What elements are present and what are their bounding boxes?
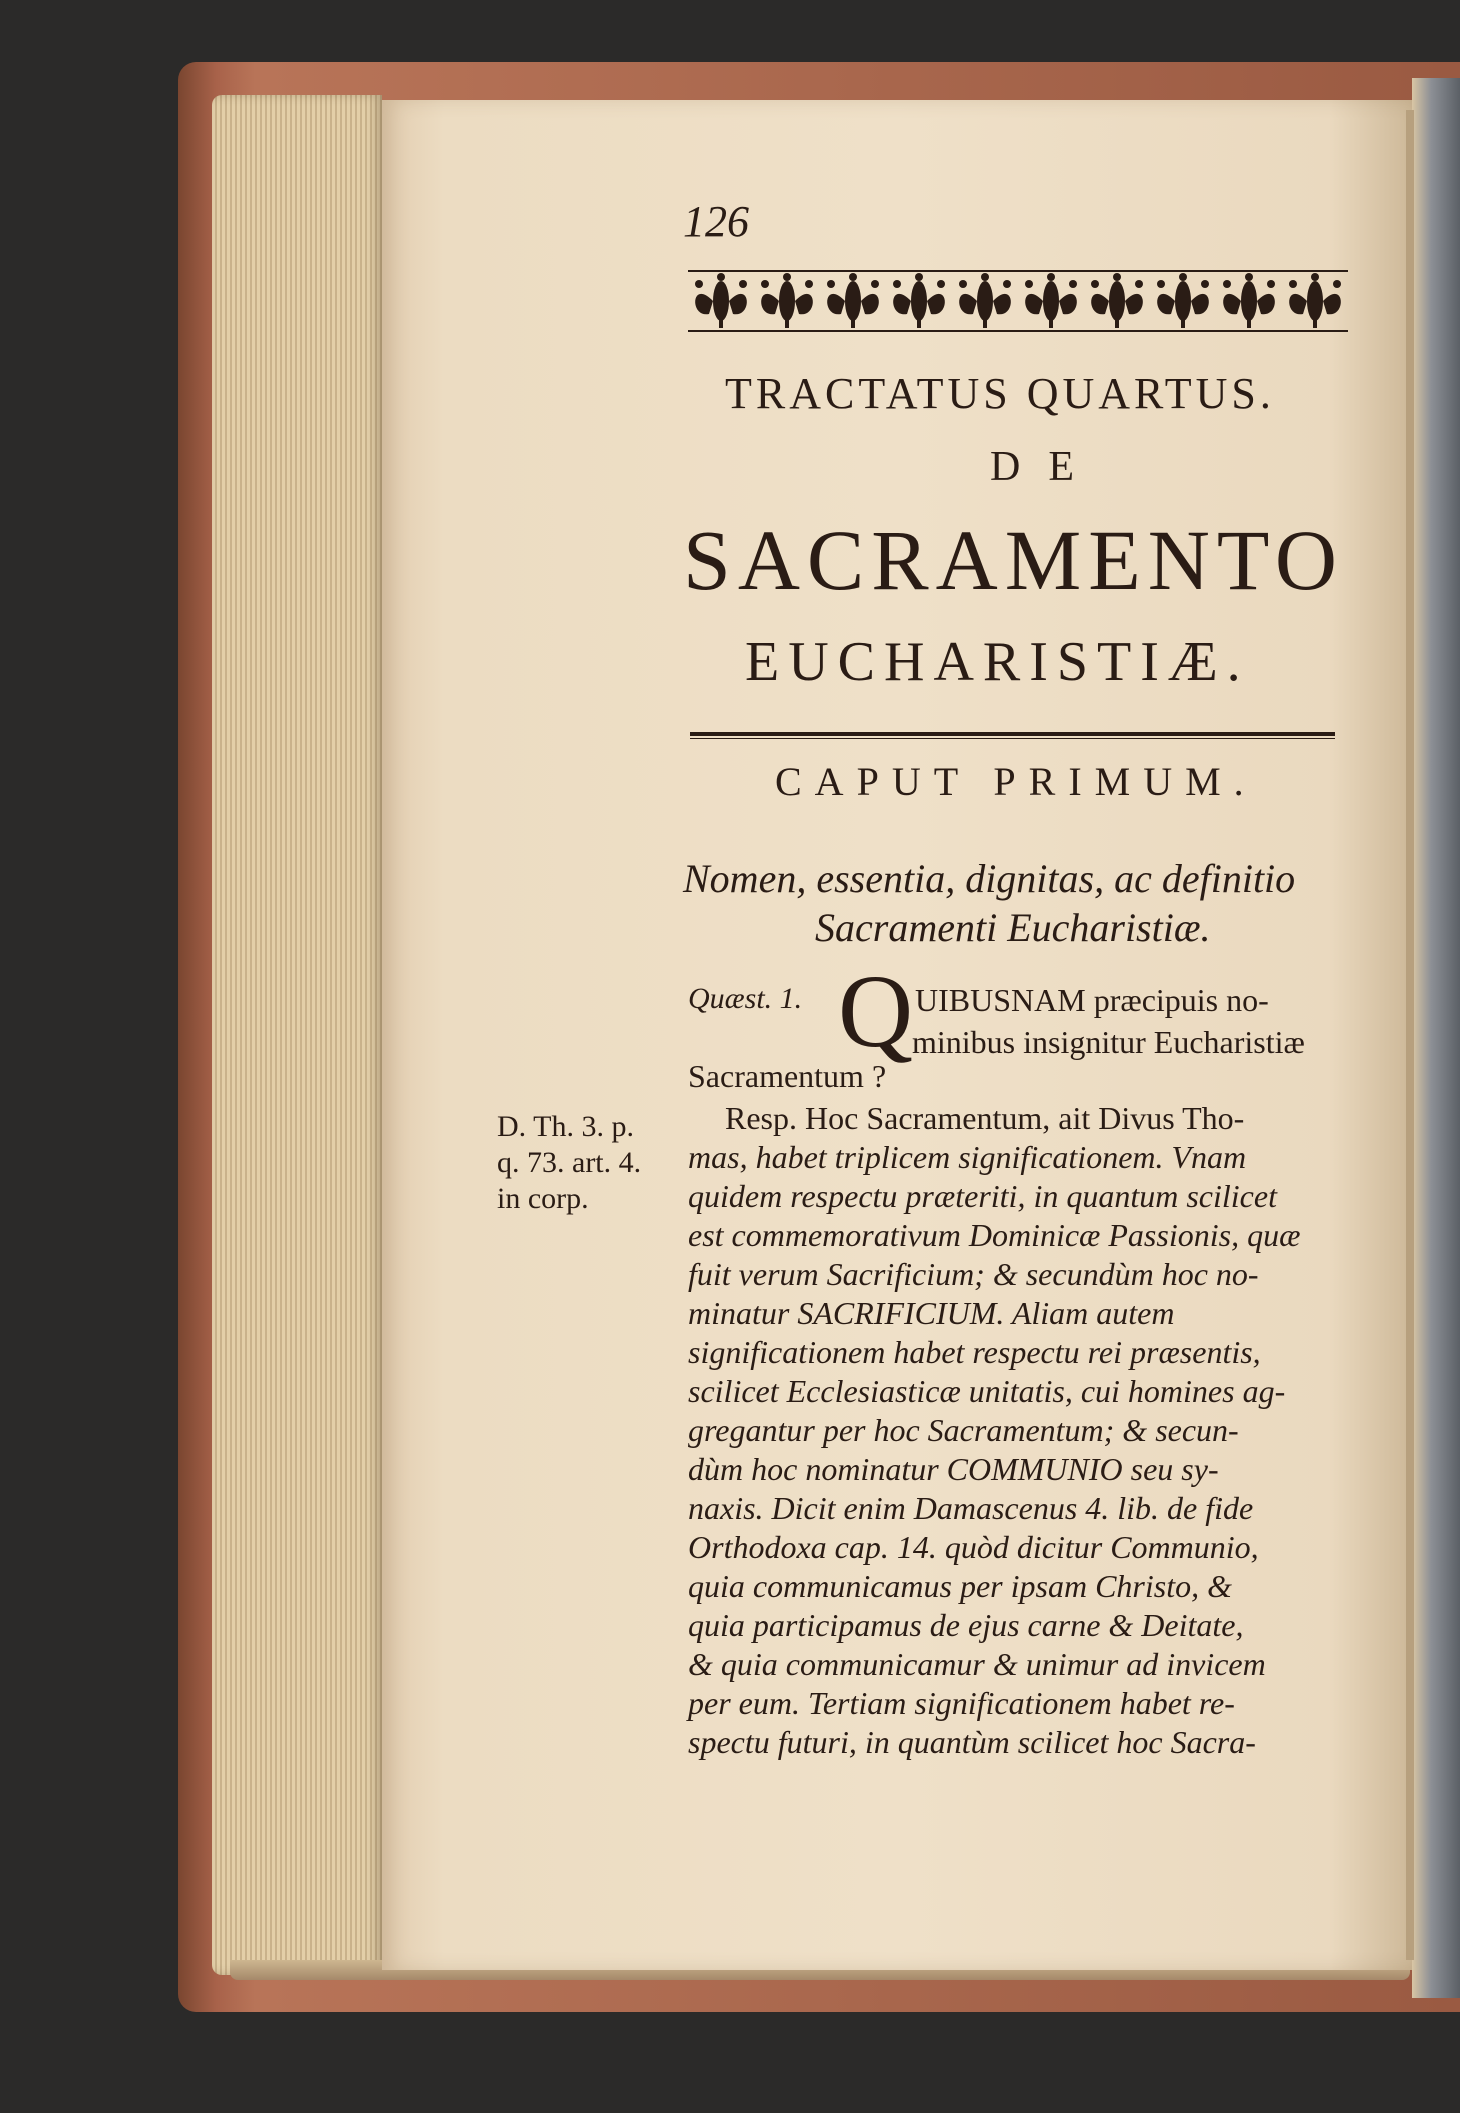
question-line: Sacramentum ? xyxy=(688,1058,887,1094)
body-line: est commemorativum Dominicæ Passionis, quæ xyxy=(688,1217,1301,1253)
page-number: 126 xyxy=(683,197,749,246)
fleuron-ornament xyxy=(1025,273,1077,328)
body-line: minatur SACRIFICIUM. Aliam autem xyxy=(688,1295,1175,1331)
fleuron-ornament xyxy=(1157,273,1209,328)
fleuron-ornament xyxy=(761,273,813,328)
body-line: mas, habet triplicem significationem. Vnam xyxy=(688,1139,1247,1175)
title-rule-thin xyxy=(690,738,1335,739)
de-line: DE xyxy=(990,444,1102,490)
chapter-summary-line: Nomen, essentia, dignitas, ac definitio xyxy=(683,856,1296,901)
body-line: spectu futuri, in quantùm scilicet hoc Sacra- xyxy=(688,1724,1256,1760)
chapter-heading: CAPUT PRIMUM. xyxy=(775,759,1257,804)
treatise-title: TRACTATUS QUARTUS. xyxy=(725,369,1275,418)
body-line: quidem respectu præteriti, in quantum scilicet xyxy=(688,1178,1277,1214)
body-line: naxis. Dicit enim Damascenus 4. lib. de fide xyxy=(688,1490,1254,1526)
question-label: Quæst. 1. xyxy=(688,982,803,1015)
body-line: Resp. Hoc Sacramentum, ait Divus Tho- xyxy=(725,1100,1245,1136)
fleuron-ornament xyxy=(1289,273,1341,328)
question-line: minibus insignitur Eucharistiæ xyxy=(912,1024,1305,1060)
body-line: dùm hoc nominatur COMMUNIO seu sy- xyxy=(688,1451,1219,1487)
drop-cap: Q xyxy=(838,954,914,1069)
fleuron-ornament xyxy=(695,273,747,328)
facing-page-edge xyxy=(1412,78,1460,1998)
body-line: quia participamus de ejus carne & Deitate, xyxy=(688,1607,1244,1643)
body-line: significationem habet respectu rei præsentis, xyxy=(688,1334,1261,1370)
fleuron-ornament xyxy=(827,273,879,328)
body-line: per eum. Tertiam significationem habet re- xyxy=(688,1685,1235,1721)
body-line: fuit verum Sacrificium; & secundùm hoc no- xyxy=(688,1256,1259,1292)
chapter-summary-line: Sacramenti Eucharistiæ. xyxy=(815,905,1211,950)
title-rule xyxy=(690,732,1335,736)
margin-note-line: D. Th. 3. p. xyxy=(497,1110,634,1143)
body-line: quia communicamus per ipsam Christo, & xyxy=(688,1568,1232,1604)
body-line: Orthodoxa cap. 14. quòd dicitur Communio, xyxy=(688,1529,1259,1565)
ornament-band xyxy=(688,268,1348,334)
subtitle: EUCHARISTIÆ. xyxy=(745,631,1250,693)
body-line: gregantur per hoc Sacramentum; & secun- xyxy=(688,1412,1239,1448)
fleuron-ornament xyxy=(959,273,1011,328)
fleuron-ornament xyxy=(1091,273,1143,328)
page-block-edges xyxy=(212,95,382,1975)
main-title: SACRAMENTO xyxy=(683,512,1344,608)
gutter xyxy=(1406,110,1414,1960)
body-line: & quia communicamur & unimur ad invicem xyxy=(688,1646,1266,1682)
fleuron-ornament xyxy=(893,273,945,328)
question-line: UIBUSNAM præcipuis no- xyxy=(915,982,1269,1018)
body-line: scilicet Ecclesiasticæ unitatis, cui homines ag- xyxy=(688,1373,1286,1409)
margin-note-line: in corp. xyxy=(497,1182,589,1215)
margin-note-line: q. 73. art. 4. xyxy=(497,1146,642,1179)
fleuron-ornament xyxy=(1223,273,1275,328)
